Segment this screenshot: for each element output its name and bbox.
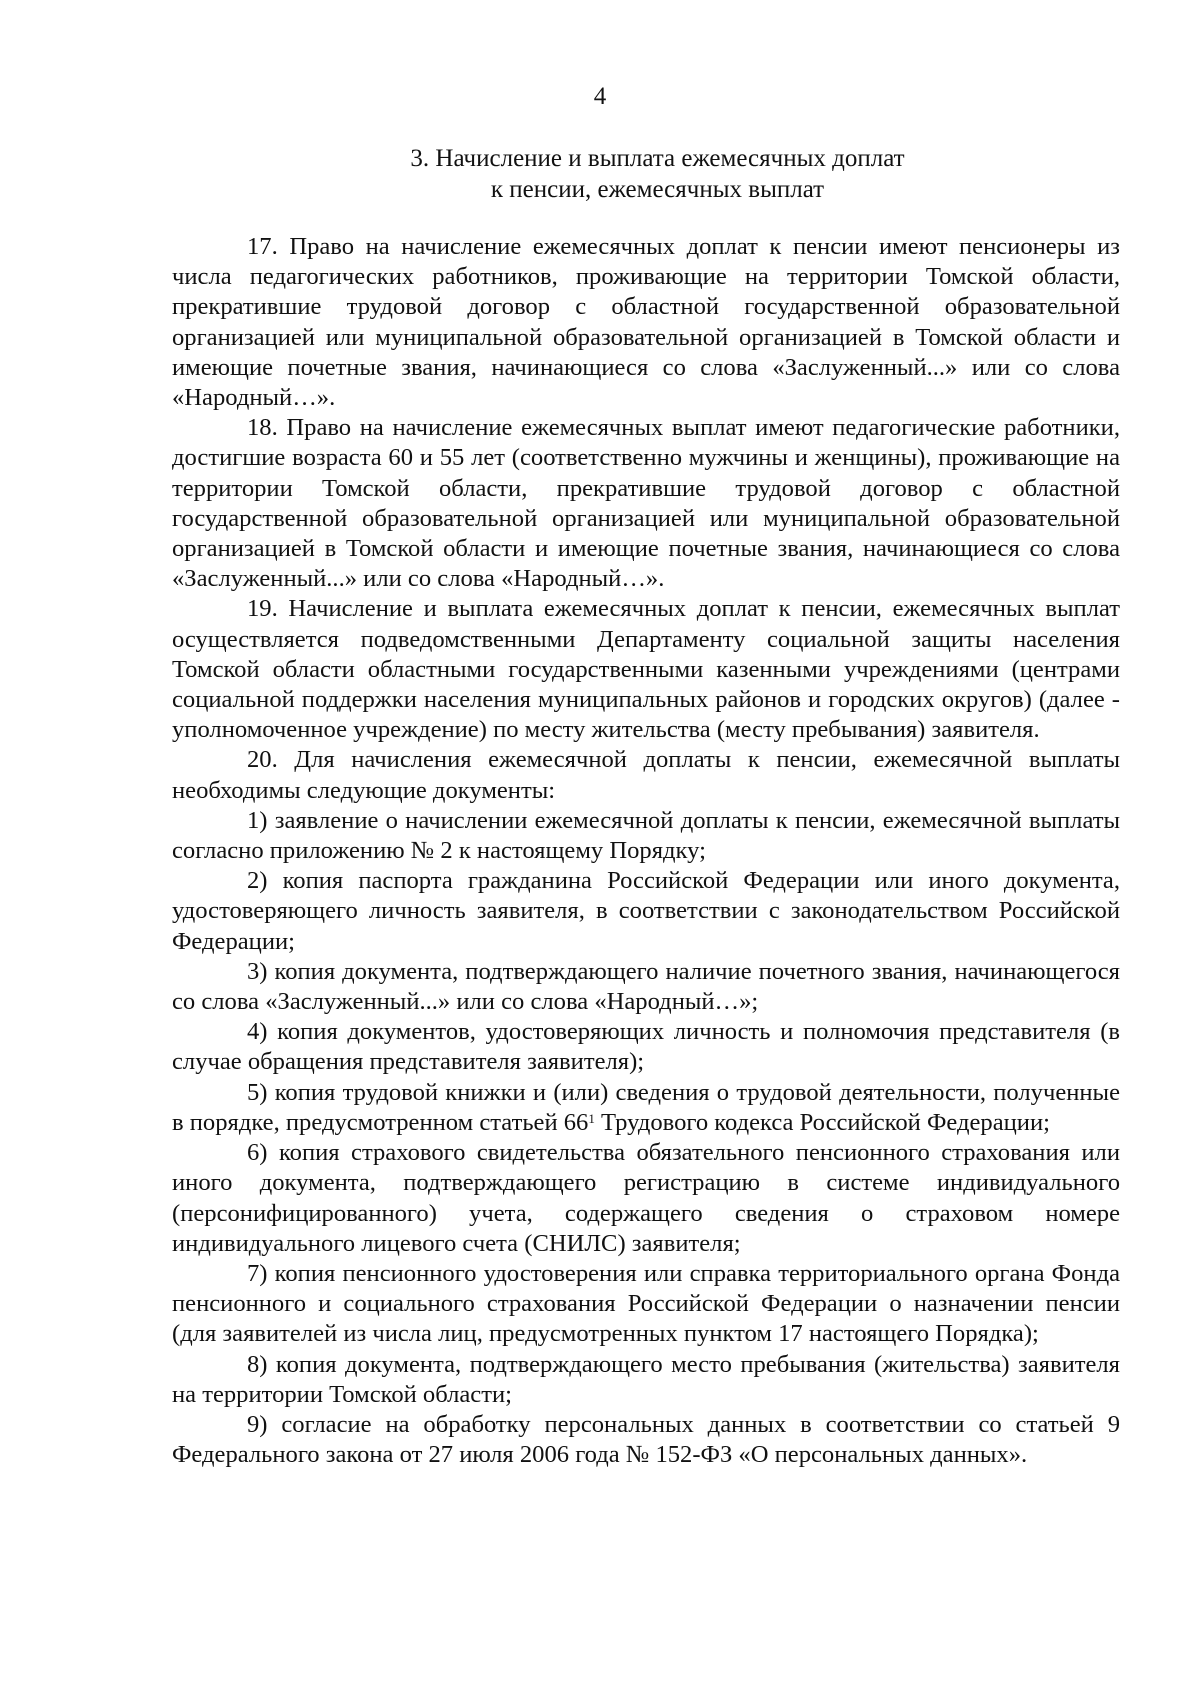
paragraph-20: 20. Для начисления ежемесячной доплаты к пенсии, ежемесячной выплаты необходимы следующие документы:: [172, 746, 1120, 804]
section-heading: [200, 143, 1115, 205]
list-item-7: 7) копия пенсионного удостоверения или справка территориального органа Фонда пенсионного и социального страхования Российской Федерации о назначении пенсии (для заявителей из числа лиц, предусмотренных пунктом 17 настоящего Порядка);: [172, 1259, 1120, 1348]
page-number: 4: [593, 83, 607, 110]
list-item-2: 2) копия паспорта гражданина Российской Федерации или иного документа, удостоверяющего личность заявителя, в соответствии с законодательством Российской Федерации;: [172, 867, 1120, 955]
list-item-4: 4) копия документов, удостоверяющих личность и полномочия представителя (в случае обращения представителя заявителя);: [172, 1018, 1120, 1076]
section-heading-line-2: к пенсии, ежемесячных выплат: [490, 176, 825, 203]
list-item-6: 6) копия страхового свидетельства обязательного пенсионного страхования или иного документа, подтверждающего регистрацию в системе индивидуального (персонифицированного) учета, содержащего сведения о страховом номере индивидуального лицевого счета (СНИЛС) заявителя;: [172, 1139, 1120, 1257]
list-item-3: 3) копия документа, подтверждающего наличие почетного звания, начинающегося со слова «Заслуженный...» или со слова «Народный…»;: [172, 957, 1120, 1016]
section-heading-line-1: 3. Начисление и выплата ежемесячных доплат: [410, 145, 905, 172]
list-item-1: 1) заявление о начислении ежемесячной доплаты к пенсии, ежемесячной выплаты согласно приложению № 2 к настоящему Порядку;: [172, 806, 1120, 865]
list-item-8: 8) копия документа, подтверждающего место пребывания (жительства) заявителя на территории Томской области;: [172, 1350, 1120, 1408]
document-body: [172, 232, 1120, 1470]
paragraph-19: 19. Начисление и выплата ежемесячных доплат к пенсии, ежемесячных выплат осуществляется подведомственными Департаменту социальной защиты населения Томской области областными государственными казенными учреждениями (центрами социальной поддержки населения муниципальных районов и городских округов) (далее - уполномоченное учреждение) по месту жительства (месту пребывания) заявителя.: [172, 595, 1120, 744]
list-item-9: 9) согласие на обработку персональных данных в соответствии со статьей 9 Федерального закона от 27 июля 2006 года № 152-ФЗ «О персональных данных».: [172, 1410, 1120, 1469]
superscript-mark: 1: [588, 1110, 595, 1126]
paragraph-17: 17. Право на начисление ежемесячных доплат к пенсии имеют пенсионеры из числа педагогических работников, проживающие на территории Томской области, прекратившие трудовой договор с областной государственной образовательной организацией или муниципальной образовательной организацией в Томской области и имеющие почетные звания, начинающиеся со слова «Заслуженный...» или со слова «Народный…».: [172, 233, 1120, 412]
list-item-5: [172, 1078, 1120, 1138]
paragraph-18: 18. Право на начисление ежемесячных выплат имеют педагогические работники, достигшие возраста 60 и 55 лет (соответственно мужчины и женщины), проживающие на территории Томской области, прекратившие трудовой договор с областной государственной образовательной организацией или муниципальной образовательной организацией в Томской области и имеющие почетные звания, начинающиеся со слова «Заслуженный...» или со слова «Народный…».: [172, 414, 1120, 593]
list-item-5-text: 5) копия трудовой книжки и (или) сведения о трудовой деятельности, полученные в порядке, предусмотренном статьей 66: [172, 1078, 1120, 1136]
list-item-5-text-end: Трудового кодекса Российской Федерации;: [594, 1108, 1050, 1136]
